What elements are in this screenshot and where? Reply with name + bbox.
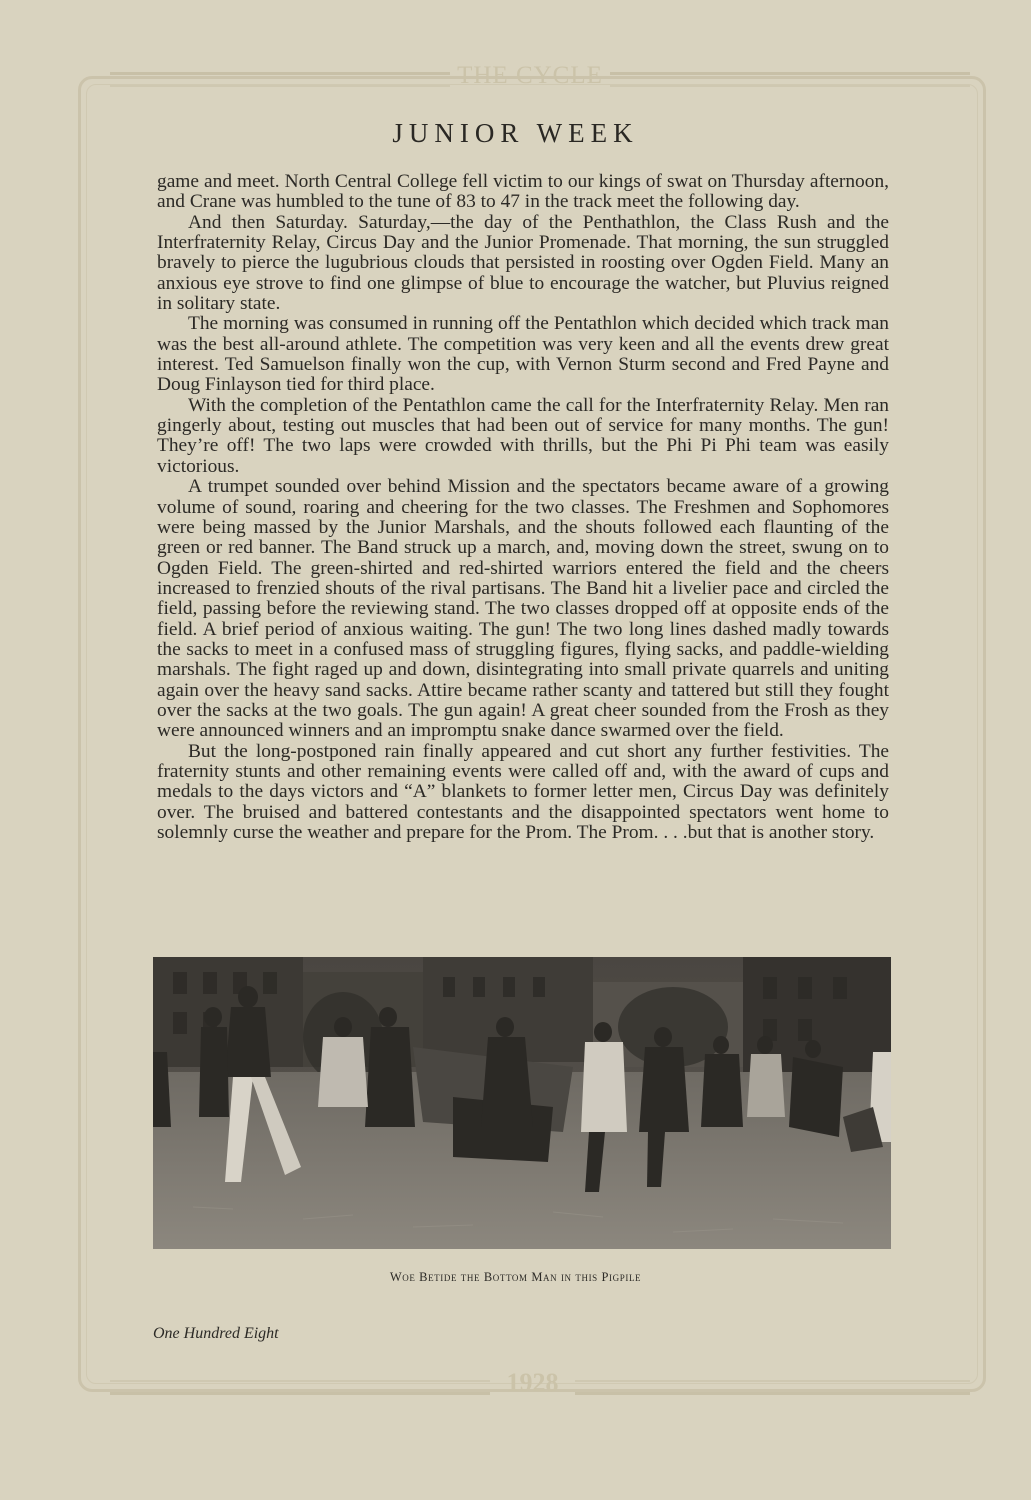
header-rule-left <box>110 72 450 87</box>
paragraph: And then Saturday. Saturday,—the day of the Penthathlon, the Class Rush and the Interfraternity Relay, Circus Day and the Junior Promenade. That morning, the sun struggled bravely to pierce the lugubrious clouds that persisted in roosting over Ogden Field. Many an anxious eye strove to find one glimpse of blue to encourage the watcher, but Pluvius reigned in solitary state. <box>157 211 889 315</box>
paragraph: But the long-postponed rain finally appeared and cut short any further festivities. The fraternity stunts and other remaining events were called off and, with the award of cups and medals to the days victors and “A” blankets to former letter men, Circus Day was definitely over. The bruised and battered contestants and the disappointed spectators went home to solemnly curse the weather and prepare for the Prom. The Prom. . . .but that is another story. <box>157 740 889 843</box>
photo-caption: Woe Betide the Bottom Man in this Pigpile <box>389 1270 642 1284</box>
paragraph: game and meet. North Central College fell victim to our kings of swat on Thursday afternoon, and Crane was humbled to the tune of 83 to 47 in the track meet the following day. <box>157 171 889 213</box>
running-header: THE CYCLE <box>457 62 603 89</box>
page-number: One Hundred Eight <box>153 1325 279 1342</box>
footer-year: 1928 <box>506 1368 559 1397</box>
header-rule-right <box>610 72 970 87</box>
footer-rule-left <box>110 1380 490 1395</box>
class-rush-photo <box>153 957 891 1249</box>
page-title: JUNIOR WEEK <box>392 118 639 148</box>
article-body <box>157 172 889 843</box>
paragraph: With the completion of the Pentathlon came the call for the Interfraternity Relay. Men ran gingerly about, testing out muscles that had been out of service for many months. The gun! They’re off! The two laps were crowded with thrills, but the Phi Pi Phi team was easily victorious. <box>157 394 889 477</box>
paragraph: A trumpet sounded over behind Mission and the spectators became aware of a growing volume of sound, roaring and cheering for the two classes. The Freshmen and Sophomores were being massed by the Junior Marshals, and the shouts followed each flaunting of the green or red banner. The Band struck up a march, and, moving down the street, swung on to Ogden Field. The green-shirted and red-shirted warriors entered the field and the cheers increased to frenzied shouts of the rival partisans. The Band hit a livelier pace and circled the field, passing before the reviewing stand. The two classes dropped off at opposite ends of the field. A brief period of anxious waiting. The gun! The two long lines dashed madly towards the sacks to meet in a confused mass of struggling figures, flying sacks, and paddle-wielding marshals. The fight raged up and down, disintegrating into small private quarrels and uniting again over the heavy sand sacks. Attire became rather scanty and tattered but still they fought over the sacks at the two goals. The gun again! A great cheer sounded from the Frosh as they were announced winners and an impromptu snake dance swarmed over the field. <box>157 476 889 742</box>
paragraph: The morning was consumed in running off the Pentathlon which decided which track man was the best all-around athlete. The competition was very keen and all the events drew great interest. Ted Samuelson finally won the cup, with Vernon Sturm second and Fred Payne and Doug Finlayson tied for third place. <box>157 313 889 396</box>
footer-rule-right <box>575 1380 970 1395</box>
